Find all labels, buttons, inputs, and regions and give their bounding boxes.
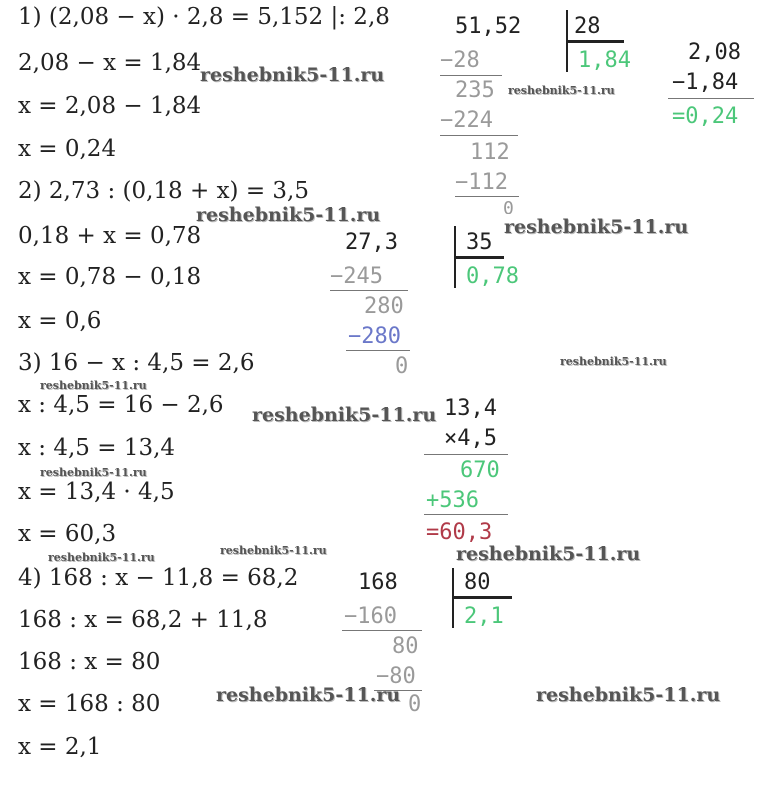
equation-line: x = 13,4 · 4,5: [18, 479, 175, 505]
sum-line: [668, 98, 754, 99]
equation-line: 1) (2,08 − x) · 2,8 = 5,152 |: 2,8: [18, 4, 390, 30]
step-line: [346, 350, 410, 351]
divisor-underline: [456, 256, 504, 259]
step-line: [342, 630, 422, 631]
quotient: 1,84: [578, 48, 631, 73]
equation-line: 168 : x = 68,2 + 11,8: [18, 607, 268, 633]
watermark: reshebnik5-11.ru: [48, 551, 155, 564]
watermark: reshebnik5-11.ru: [40, 466, 147, 479]
dividend: 168: [358, 570, 398, 595]
watermark: reshebnik5-11.ru: [40, 379, 147, 392]
equation-line: 2,08 − x = 1,84: [18, 50, 202, 76]
step: −160: [344, 604, 397, 629]
divisor-underline: [454, 596, 512, 599]
divisor: 28: [574, 14, 601, 39]
subtrahend: −1,84: [672, 70, 739, 95]
equation-line: x = 60,3: [18, 521, 117, 547]
minuend: 2,08: [688, 40, 741, 65]
product: =60,3: [426, 520, 493, 545]
step: −80: [376, 664, 416, 689]
equation-line: x = 0,6: [18, 308, 102, 334]
watermark: reshebnik5-11.ru: [220, 544, 327, 557]
equation-line: x : 4,5 = 13,4: [18, 435, 176, 461]
dividend: 27,3: [345, 230, 398, 255]
quotient: 0,78: [466, 264, 519, 289]
step-line: [440, 75, 502, 76]
equation-line: x = 2,08 − 1,84: [18, 93, 202, 119]
equation-line: 2) 2,73 : (0,18 + x) = 3,5: [18, 178, 309, 204]
watermark: reshebnik5-11.ru: [560, 355, 667, 368]
watermark: reshebnik5-11.ru: [508, 84, 615, 97]
watermark: reshebnik5-11.ru: [216, 684, 401, 706]
watermark: reshebnik5-11.ru: [536, 684, 721, 706]
watermark: reshebnik5-11.ru: [252, 404, 437, 426]
watermark: reshebnik5-11.ru: [504, 216, 689, 238]
step: −245: [330, 264, 383, 289]
divisor: 80: [464, 570, 491, 595]
equation-line: x : 4,5 = 16 − 2,6: [18, 392, 224, 418]
multiplier: ×4,5: [444, 426, 497, 451]
equation-line: x = 168 : 80: [18, 691, 161, 717]
partial-product: +536: [426, 488, 479, 513]
equation-line: 168 : x = 80: [18, 649, 161, 675]
watermark: reshebnik5-11.ru: [196, 204, 381, 226]
quotient: 2,1: [464, 604, 504, 629]
divisor: 35: [466, 230, 493, 255]
watermark: reshebnik5-11.ru: [456, 543, 641, 565]
step: 112: [470, 140, 510, 165]
equation-line: 0,18 + x = 0,78: [18, 223, 202, 249]
step: −112: [455, 170, 508, 195]
equation-line: x = 2,1: [18, 734, 102, 760]
equation-line: 4) 168 : x − 11,8 = 68,2: [18, 565, 299, 591]
step: 0: [408, 692, 422, 717]
dividend: 51,52: [455, 14, 522, 39]
step: −224: [440, 108, 493, 133]
step-line: [330, 290, 408, 291]
step: 0: [503, 200, 514, 214]
equation-line: x = 0,24: [18, 136, 117, 162]
step: −28: [440, 48, 480, 73]
equation-line: x = 0,78 − 0,18: [18, 264, 202, 290]
step-line: [440, 135, 518, 136]
step: 80: [392, 634, 419, 659]
multiplicand: 13,4: [444, 396, 497, 421]
divisor-underline: [568, 40, 624, 43]
step: 280: [364, 294, 404, 319]
equation-line: 3) 16 − x : 4,5 = 2,6: [18, 350, 255, 376]
product-line: [424, 514, 508, 515]
partial-product: 670: [460, 458, 500, 483]
step: 0: [395, 354, 409, 379]
product-line: [424, 454, 508, 455]
step: 235: [455, 78, 495, 103]
step: −280: [348, 324, 401, 349]
step-line: [455, 196, 519, 197]
watermark: reshebnik5-11.ru: [200, 64, 385, 86]
difference: =0,24: [672, 104, 739, 129]
